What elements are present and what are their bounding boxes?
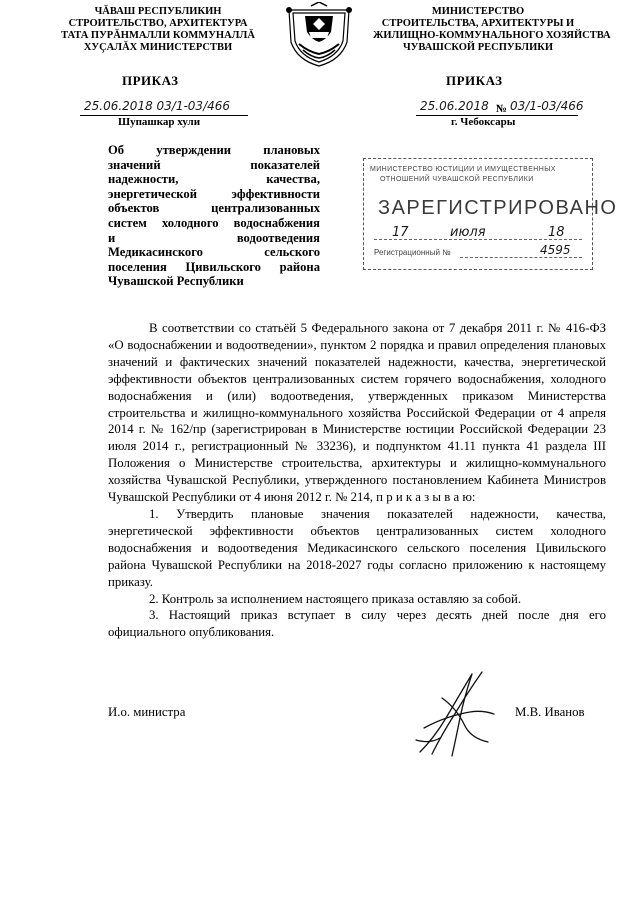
registration-stamp: [363, 158, 618, 270]
coat-of-arms-emblem: [281, 2, 357, 68]
doc-type-right: ПРИКАЗ: [446, 73, 503, 88]
signatory-position: И.о. министра: [108, 705, 186, 719]
header-left-ministry: [58, 6, 258, 54]
body-paragraph-item-1: 1. Утвердить плановые значения показателей надежности, качества, энергетической эффективности объектов централизованных систем холодного водоснабжения и водоотведения Медикасинского сельского поселения Цивильского района Чувашской Республики на 2018-2027 годы согласно приложению к настоящему приказу.: [108, 506, 606, 589]
header-left-line: СТРОИТЕЛЬСТВО, АРХИТЕКТУРА: [68, 18, 248, 29]
document-title: [108, 143, 320, 289]
left-city: Шупашкар хули: [118, 116, 201, 128]
body-paragraph-preamble: В соответствии со статьёй 5 Федерального закона от 7 декабря 2011 г. № 416-ФЗ «О водоснабжении и водоотведении», пунктом 2 порядка и правил определения плановых значений и фактических значений показателей надежности, качества, энергетической эффективности объектов централизованных систем горячего водоснабжения, холодного водоснабжения и (или) водоотведения, утвержденных приказом Министерства строительства и жилищно-коммунального хозяйства Российской Федерации от 4 апреля 2014 г. № 162/пр (зарегистрирован в Министерстве юстиции Российской Федерации 23 июля 2014 г., регистрационный № 33236), и подпунктом 41.11 пункта 41 раздела III Положения о Министерстве строительства, архитектуры и жилищно-коммунального хозяйства Чувашской Республики, утвержденного постановлением Кабинета Министров Чувашской Республики от 4 июня 2012 г. № 214, п р и к а з ы в а ю:: [108, 321, 606, 505]
left-date-number-handwritten: 25.06.2018 03/1-03/466: [84, 99, 231, 113]
document-body: [108, 320, 606, 641]
doc-type-left: ПРИКАЗ: [122, 73, 179, 88]
header-right-line: СТРОИТЕЛЬСТВА, АРХИТЕКТУРЫ И: [381, 18, 575, 29]
body-paragraph-item-2: 2. Контроль за исполнением настоящего приказа оставляю за собой.: [149, 591, 522, 606]
title-line: энергетической эффективности: [108, 186, 320, 201]
stamp-number-line: [460, 257, 582, 258]
handwritten-signature: [412, 668, 502, 760]
header-left-line: ЧĂВАШ РЕСПУБЛИКИН: [94, 6, 222, 17]
right-number-handwritten: 03/1-03/466: [510, 99, 584, 113]
body-paragraph-item-3: 3. Настоящий приказ вступает в силу через десять дней после дня его официального опубликования.: [108, 608, 606, 640]
header-right-ministry: [373, 6, 611, 54]
stamp-ministry-line: МИНИСТЕРСТВО ЮСТИЦИИ И ИМУЩЕСТВЕННЫХ: [370, 166, 556, 173]
right-number-prefix: №: [496, 103, 508, 115]
title-line: объектов централизованных: [108, 201, 320, 216]
title-line: Об утверждении плановых: [108, 143, 320, 157]
stamp-registered-text: ЗАРЕГИСТРИРОВАНО: [378, 197, 618, 219]
right-date-handwritten: 25.06.2018: [420, 99, 489, 113]
title-line: значений показателей: [108, 157, 320, 172]
stamp-number-label: Регистрационный №: [374, 248, 451, 257]
title-line: Медикасинского сельского: [108, 245, 320, 260]
stamp-year-handwritten: 18: [548, 225, 565, 240]
title-line: поселения Цивильского района: [108, 259, 320, 274]
header-right-line: ЖИЛИЩНО-КОММУНАЛЬНОГО ХОЗЯЙСТВА: [373, 30, 611, 41]
stamp-number-handwritten: 4595: [540, 243, 571, 257]
header-left-line: ХУÇАЛĂХ МИНИСТЕРСТВИ: [83, 42, 233, 53]
title-line: систем холодного водоснабжения: [108, 215, 320, 230]
header-right-line: ЧУВАШСКОЙ РЕСПУБЛИКИ: [402, 42, 554, 53]
header-left-line: ТАТА ПУРĂНМАЛЛИ КОММУНАЛЛĂ: [61, 30, 255, 41]
title-line: надежности, качества,: [108, 172, 320, 187]
title-line: Чувашской Республики: [108, 274, 244, 289]
title-line: и водоотведения: [108, 230, 320, 245]
header-right-line: МИНИСТЕРСТВО: [431, 6, 525, 17]
right-city: г. Чебоксары: [451, 116, 516, 128]
stamp-ministry-line: ОТНОШЕНИЙ ЧУВАШСКОЙ РЕСПУБЛИКИ: [380, 176, 534, 183]
signatory-name: М.В. Иванов: [515, 705, 585, 719]
stamp-day-handwritten: 17: [392, 225, 409, 240]
stamp-month-handwritten: июля: [450, 225, 486, 240]
